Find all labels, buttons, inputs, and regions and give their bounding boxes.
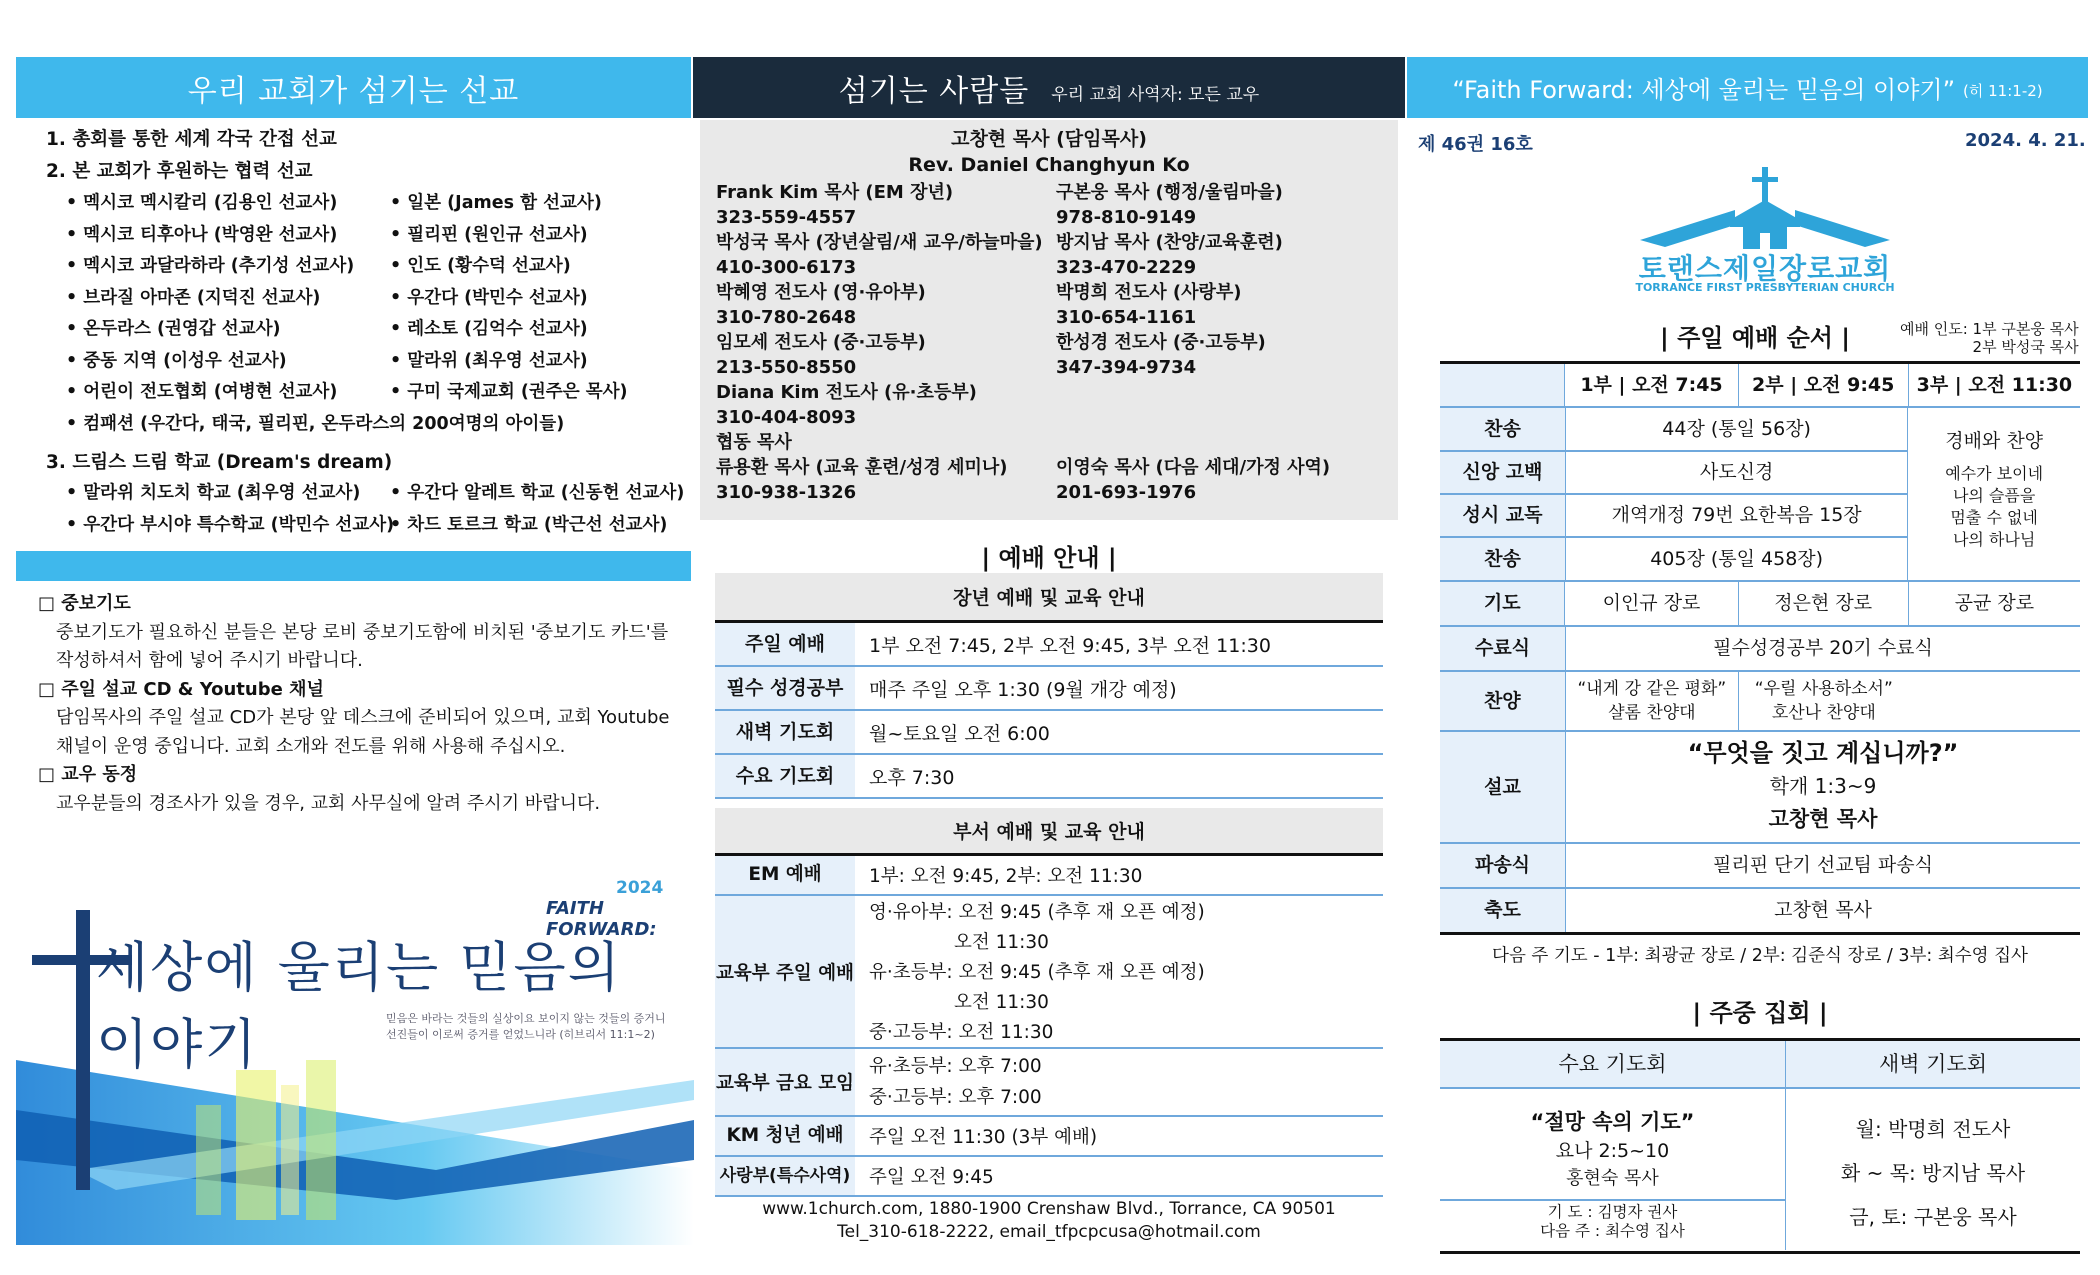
church-logo: 토랜스제일장로교회 TORRANCE FIRST PRESBYTERIAN CHURCH (1635, 165, 1895, 295)
date: 2024. 4. 21. (1965, 130, 2086, 151)
list-item: • 온두라스 (권영갑 선교사) (66, 319, 281, 339)
list-item: • 말라위 치도치 학교 (최우영 선교사) (66, 483, 361, 503)
notices: □ 중보기도 중보기도가 필요하신 분들은 본당 로비 중보기도함에 비치된 '중보기도 카드'를 작성하셔서 함에 넣어 주시기 바랍니다. □ 주일 설교 CD & Youtube 채널 담임목사의 주일 설교 CD가 본당 앞 데스크에 준비되어 있으며, 교회 Youtube 채널이 운영 중입니다. 교회 소개와 전도를 위해 사용해 주십시오. □ 교우 동정 교우분들의 경조사가 있을 경우, 교회 사무실에 알려 주시기 바랍니다. (38, 590, 678, 818)
dream-col-2 (390, 478, 684, 541)
sermon-block: “무엇을 짓고 계십니까?” 학개 1:3~9 고창현 목사 (1565, 732, 2080, 842)
table-row: 주일 예배 1부 오전 7:45, 2부 오전 9:45, 3부 오전 11:30 (715, 623, 1383, 667)
divider-bar (16, 551, 691, 581)
table-row: 수요 기도회 오후 7:30 (715, 755, 1383, 799)
church-footer: www.1church.com, 1880-1900 Crenshaw Blvd., Torrance, CA 90501 Tel_310-618-2222, email_tfpcpcusa@hotmail.com (762, 1199, 1336, 1242)
wed-service: “절망 속의 기도” 요나 2:5~10 홍현숙 목사 기 도 : 김명자 권사 다음 주 : 최수영 집사 (1440, 1089, 1785, 1250)
list-item: • 멕시코 티후아나 (박영완 선교사) (66, 224, 338, 245)
list-item: • 말라위 (최우영 선교사) (390, 350, 588, 371)
notice-title: □ 교우 동정 (38, 764, 138, 785)
table-row: 성시 교독 개역개정 79번 요한복음 15장 (1440, 495, 1907, 538)
table-row: 찬송 405장 (통일 458장) (1440, 538, 1907, 580)
mission-item-2: 2. 본 교회가 후원하는 협력 선교 (46, 160, 313, 182)
table-row: 파송식 필리핀 단기 선교팀 파송식 (1440, 844, 2080, 889)
theme-header: “Faith Forward: 세상에 울리는 믿음의 이야기” (히 11:1-2) (1407, 57, 2088, 118)
notice-title: □ 주일 설교 CD & Youtube 채널 (38, 678, 324, 700)
mission-list (46, 124, 337, 187)
staff-list-right: 구본웅 목사 (행정/울림마을) 978-810-9149 방지남 목사 (찬양/교육훈련) 323-470-2229 박명희 전도사 (사랑부) 310-654-1161 한성경 전도사 (중·고등부) 347-394-9734 (1056, 182, 1283, 378)
worship-title: | 예배 안내 | (981, 544, 1117, 572)
list-item: • 레소토 (김억수 선교사) (390, 319, 588, 339)
table-row: 찬송 44장 (통일 56장) (1440, 408, 1907, 452)
table-row: 찬양 “내게 강 같은 평화” 샬롬 찬양대 “우릴 사용하소서” 호산나 찬양대 (1440, 672, 2080, 732)
table-row: 수료식 필수성경공부 20기 수료식 (1440, 627, 2080, 672)
table-row: EM 예배 1부: 오전 9:45, 2부: 오전 11:30 (715, 856, 1383, 896)
table-row: 설교 “무엇을 짓고 계십니까?” 학개 1:3~9 고창현 목사 (1440, 732, 2080, 844)
weekly-title: | 주중 집회 | (1692, 999, 1828, 1027)
list-item: • 우간다 부시야 특수학교 (박민수 선교사) (66, 514, 395, 535)
table-row: 교육부 금요 모임 유·초등부: 오후 7:00 중·고등부: 오후 7:00 (715, 1049, 1383, 1117)
banner-title: 세상에 울리는 믿음의 이야기 (96, 936, 622, 1076)
table-row: 사랑부(특수사역) 주일 오전 9:45 (715, 1157, 1383, 1197)
table-row: 필수 성경공부 매주 주일 오후 1:30 (9월 개강 예정) (715, 667, 1383, 711)
table-row: 1부 | 오전 7:45 2부 | 오전 9:45 3부 | 오전 11:30 (1440, 364, 2080, 408)
adult-table (715, 623, 1383, 799)
list-item: • 차드 토르크 학교 (박근선 선교사) (390, 514, 668, 535)
dawn-service: 월: 박명희 전도사 화 ~ 목: 방지남 목사 금, 토: 구본웅 목사 (1785, 1089, 2080, 1250)
praise-worship-block: 경배와 찬양 예수가 보이네 나의 슬픔을 멈출 수 없네 나의 하나님 (1907, 408, 2080, 580)
weekly-table (1440, 1038, 2080, 1254)
mission-col-2 (390, 188, 628, 409)
dept-table (715, 856, 1383, 1197)
list-item: • 어린이 전도협회 (여병현 선교사) (66, 382, 338, 402)
coop-pastor-right: 이영숙 목사 (다음 세대/가정 사역) 201-693-1976 (1056, 457, 1331, 503)
staff-list-left: Frank Kim 목사 (EM 장년) 323-559-4557 박성국 목사 (장년살림/새 교우/하늘마을) 410-300-6173 박혜영 전도사 (영·유아부) 310-780-2648 임모세 전도사 (중·고등부) 213-550-8550 Diana Kim 전도사 (유·초등부) 310-404-8093 협동 목사 류용환 목사 (교육 훈련/성경 세미나) 310-938-1326 (716, 182, 1043, 503)
table-row: 수요 기도회 새벽 기도회 (1440, 1041, 2080, 1089)
adult-title: 장년 예배 및 교육 안내 (715, 573, 1383, 623)
list-item: • 구미 국제교회 (권주은 목사) (390, 382, 628, 402)
order-title: | 주일 예배 순서 | (1660, 324, 1851, 352)
notice-title: □ 중보기도 (38, 593, 131, 614)
list-item: • 필리핀 (원인규 선교사) (390, 224, 588, 245)
list-item: • 인도 (황수덕 선교사) (390, 256, 571, 276)
list-item: • 컴패션 (우간다, 태국, 필리핀, 온두라스의 200여명의 아이들) (66, 413, 565, 434)
order-table (1440, 361, 2080, 935)
dept-title: 부서 예배 및 교육 안내 (715, 808, 1383, 856)
list-item: • 중동 지역 (이성우 선교사) (66, 350, 287, 371)
senior-pastor: 고창현 목사 (담임목사) Rev. Daniel Changhyun Ko (908, 128, 1190, 176)
list-item: • 우간다 알레트 학교 (신동헌 선교사) (390, 483, 685, 503)
mission-item-3: 3. 드림스 드림 학교 (Dream's dream) (46, 452, 393, 473)
theme-banner: 2024 FAITH FORWARD: 세상에 울리는 믿음의 이야기 믿음은 바라는 것들의 실상이요 보이지 않는 것들의 증거니 선진들이 이로써 증거를 얻었느니라 (히브리서 11:1~2) (16, 870, 694, 1245)
staff-header: 섬기는 사람들 우리 교회 사역자: 모든 교우 (693, 57, 1405, 118)
volume: 제 46권 16호 (1418, 134, 1533, 155)
table-row: 신앙 고백 사도신경 (1440, 452, 1907, 495)
worship-leaders: 예배 인도: 1부 구본웅 목사 2부 박성국 목사 (1900, 320, 2079, 356)
list-item: • 우간다 (박민수 선교사) (390, 287, 588, 308)
list-item: • 멕시코 과달라하라 (추기성 선교사) (66, 256, 355, 276)
list-item: • 멕시코 멕시칼리 (김용인 선교사) (66, 193, 338, 213)
missions-header: 우리 교회가 섬기는 선교 (16, 57, 691, 118)
table-row: 교육부 주일 예배 영·유아부: 오전 9:45 (추후 재 오픈 예정) 오전 11:30 유·초등부: 오전 9:45 (추후 재 오픈 예정) 오전 11:30 중·고등부: 오전 11:30 (715, 896, 1383, 1049)
table-row: KM 청년 예배 주일 오전 11:30 (3부 예배) (715, 1117, 1383, 1157)
table-row: 축도 고창현 목사 (1440, 889, 2080, 935)
church-logo-icon (1635, 165, 1895, 255)
dream-col-1 (66, 478, 394, 541)
table-row: 기도 이인규 장로 정은현 장로 공균 장로 (1440, 582, 2080, 627)
next-week-prayer: 다음 주 기도 - 1부: 최광균 장로 / 2부: 김준식 장로 / 3부: 최수영 집사 (1492, 946, 2028, 966)
list-item: • 일본 (James 함 선교사) (390, 193, 602, 213)
mission-item-1: 1. 총회를 통한 세계 각국 간접 선교 (46, 129, 337, 150)
table-row: 새벽 기도회 월~토요일 오전 6:00 (715, 711, 1383, 755)
list-item: • 브라질 아마존 (지덕진 선교사) (66, 287, 321, 308)
